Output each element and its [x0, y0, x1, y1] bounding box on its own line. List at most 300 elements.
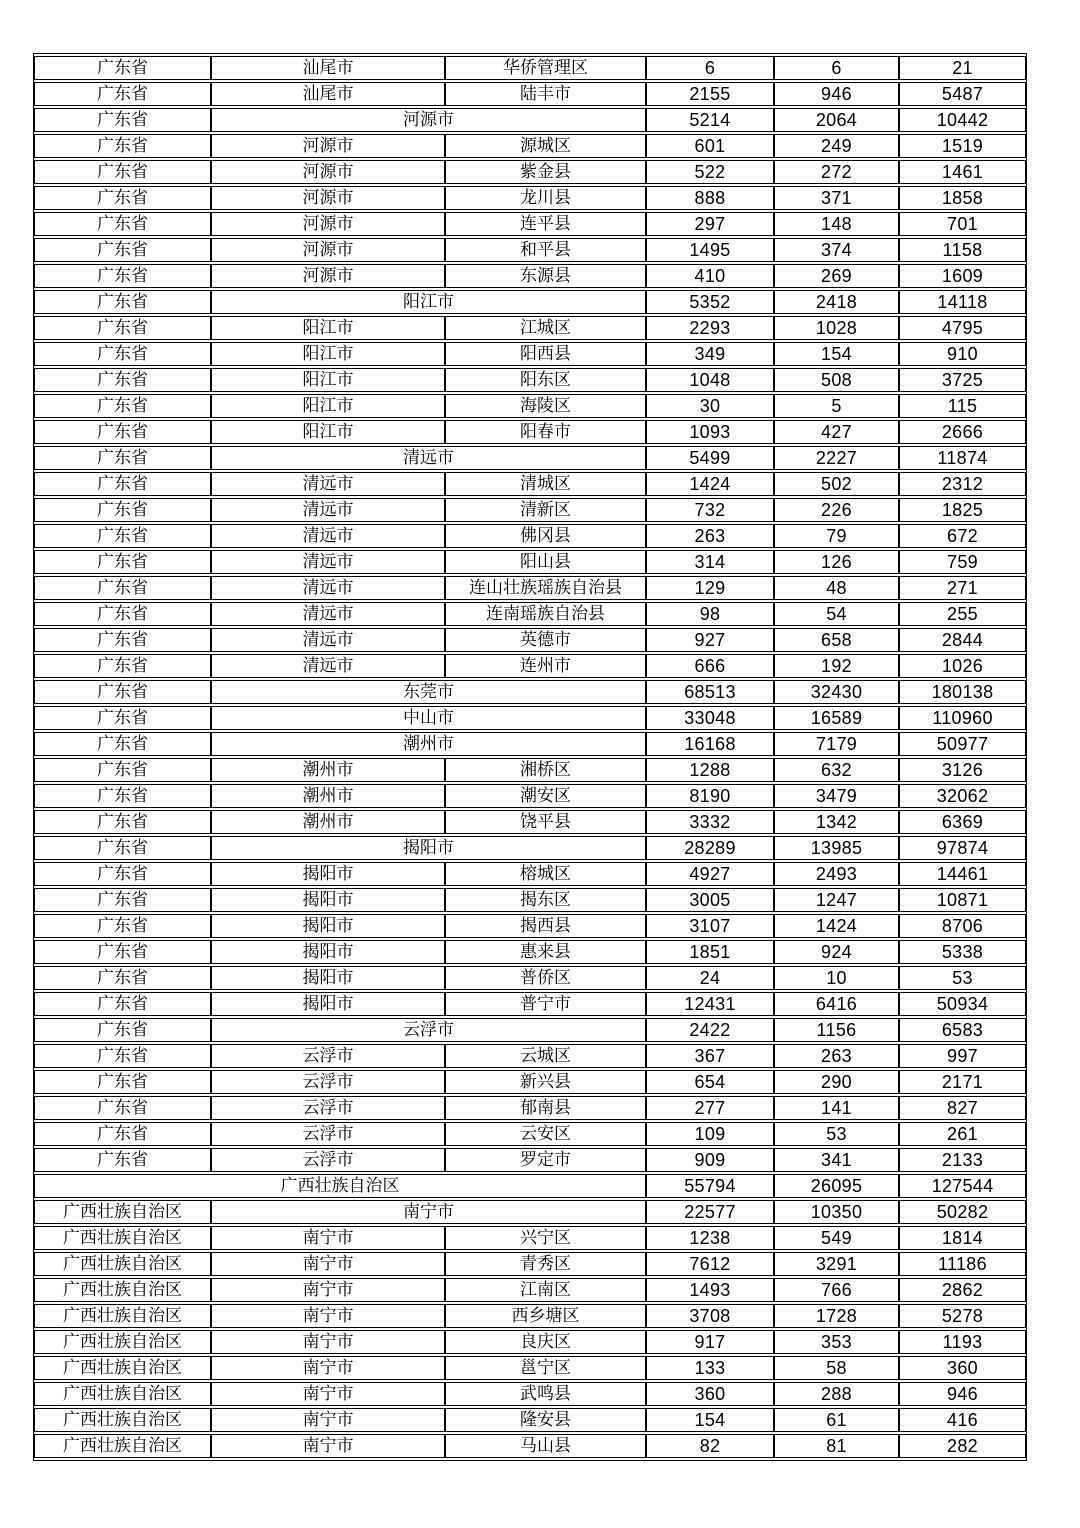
table-row — [34, 186, 1026, 210]
city-cell: 潮州市 — [211, 810, 445, 834]
province-cell: 广西壮族自治区 — [34, 1356, 211, 1380]
district-cell: 郁南县 — [445, 1096, 646, 1120]
value-cell: 255 — [899, 602, 1026, 626]
value-cell: 129 — [646, 576, 774, 600]
table-row — [34, 82, 1026, 106]
district-cell: 青秀区 — [445, 1252, 646, 1276]
city-cell: 云浮市 — [211, 1122, 445, 1146]
value-cell: 4795 — [899, 316, 1026, 340]
city-total-cell: 清远市 — [211, 446, 646, 470]
value-cell: 1424 — [774, 914, 899, 938]
value-cell: 109 — [646, 1122, 774, 1146]
province-cell: 广西壮族自治区 — [34, 1408, 211, 1432]
value-cell: 2666 — [899, 420, 1026, 444]
value-cell: 766 — [774, 1278, 899, 1302]
district-cell: 紫金县 — [445, 160, 646, 184]
city-cell: 揭阳市 — [211, 940, 445, 964]
value-cell: 917 — [646, 1330, 774, 1354]
value-cell: 50934 — [899, 992, 1026, 1016]
province-cell: 广东省 — [34, 550, 211, 574]
city-cell: 清远市 — [211, 654, 445, 678]
city-cell: 清远市 — [211, 602, 445, 626]
city-cell: 南宁市 — [211, 1382, 445, 1406]
value-cell: 3126 — [899, 758, 1026, 782]
city-cell: 云浮市 — [211, 1044, 445, 1068]
value-cell: 11186 — [899, 1252, 1026, 1276]
value-cell: 2133 — [899, 1148, 1026, 1172]
city-cell: 南宁市 — [211, 1252, 445, 1276]
district-cell: 普侨区 — [445, 966, 646, 990]
city-total-cell: 东莞市 — [211, 680, 646, 704]
value-cell: 48 — [774, 576, 899, 600]
value-cell: 672 — [899, 524, 1026, 548]
value-cell: 5 — [774, 394, 899, 418]
value-cell: 81 — [774, 1434, 899, 1458]
province-cell: 广东省 — [34, 394, 211, 418]
table-row — [34, 732, 1026, 756]
value-cell: 5499 — [646, 446, 774, 470]
value-cell: 2862 — [899, 1278, 1026, 1302]
value-cell: 1048 — [646, 368, 774, 392]
city-cell: 汕尾市 — [211, 56, 445, 80]
province-cell: 广东省 — [34, 732, 211, 756]
city-cell: 清远市 — [211, 550, 445, 574]
city-cell: 南宁市 — [211, 1330, 445, 1354]
city-cell: 河源市 — [211, 186, 445, 210]
province-cell: 广西壮族自治区 — [34, 1330, 211, 1354]
city-cell: 云浮市 — [211, 1148, 445, 1172]
district-cell: 云安区 — [445, 1122, 646, 1146]
value-cell: 26095 — [774, 1174, 899, 1198]
province-cell: 广东省 — [34, 992, 211, 1016]
value-cell: 632 — [774, 758, 899, 782]
city-cell: 河源市 — [211, 238, 445, 262]
value-cell: 226 — [774, 498, 899, 522]
city-cell: 南宁市 — [211, 1304, 445, 1328]
value-cell: 3005 — [646, 888, 774, 912]
value-cell: 154 — [646, 1408, 774, 1432]
table-row — [34, 576, 1026, 600]
city-cell: 南宁市 — [211, 1408, 445, 1432]
table-row — [34, 1070, 1026, 1094]
value-cell: 32062 — [899, 784, 1026, 808]
value-cell: 2418 — [774, 290, 899, 314]
province-cell: 广东省 — [34, 836, 211, 860]
district-cell: 揭东区 — [445, 888, 646, 912]
province-cell: 广西壮族自治区 — [34, 1226, 211, 1250]
table-row — [34, 290, 1026, 314]
city-cell: 清远市 — [211, 472, 445, 496]
province-cell: 广东省 — [34, 706, 211, 730]
district-cell: 和平县 — [445, 238, 646, 262]
city-cell: 清远市 — [211, 576, 445, 600]
value-cell: 127544 — [899, 1174, 1026, 1198]
value-cell: 732 — [646, 498, 774, 522]
value-cell: 1026 — [899, 654, 1026, 678]
value-cell: 549 — [774, 1226, 899, 1250]
province-cell: 广东省 — [34, 472, 211, 496]
value-cell: 341 — [774, 1148, 899, 1172]
table-row — [34, 862, 1026, 886]
province-cell: 广东省 — [34, 498, 211, 522]
city-total-cell: 揭阳市 — [211, 836, 646, 860]
value-cell: 1493 — [646, 1278, 774, 1302]
city-cell: 潮州市 — [211, 784, 445, 808]
value-cell: 11874 — [899, 446, 1026, 470]
province-cell: 广东省 — [34, 264, 211, 288]
province-cell: 广西壮族自治区 — [34, 1252, 211, 1276]
district-cell: 西乡塘区 — [445, 1304, 646, 1328]
district-cell: 连平县 — [445, 212, 646, 236]
value-cell: 53 — [774, 1122, 899, 1146]
value-cell: 1193 — [899, 1330, 1026, 1354]
value-cell: 946 — [774, 82, 899, 106]
value-cell: 1093 — [646, 420, 774, 444]
value-cell: 290 — [774, 1070, 899, 1094]
value-cell: 946 — [899, 1382, 1026, 1406]
table-row — [34, 160, 1026, 184]
value-cell: 360 — [646, 1382, 774, 1406]
value-cell: 2293 — [646, 316, 774, 340]
city-cell: 潮州市 — [211, 758, 445, 782]
value-cell: 4927 — [646, 862, 774, 886]
value-cell: 180138 — [899, 680, 1026, 704]
value-cell: 601 — [646, 134, 774, 158]
province-cell: 广东省 — [34, 1148, 211, 1172]
value-cell: 297 — [646, 212, 774, 236]
city-cell: 阳江市 — [211, 368, 445, 392]
district-cell: 惠来县 — [445, 940, 646, 964]
value-cell: 502 — [774, 472, 899, 496]
district-cell: 江城区 — [445, 316, 646, 340]
value-cell: 154 — [774, 342, 899, 366]
table-row — [34, 1382, 1026, 1406]
district-cell: 华侨管理区 — [445, 56, 646, 80]
province-cell: 广东省 — [34, 368, 211, 392]
province-cell: 广东省 — [34, 628, 211, 652]
city-cell: 清远市 — [211, 628, 445, 652]
value-cell: 68513 — [646, 680, 774, 704]
city-cell: 清远市 — [211, 524, 445, 548]
table-row — [34, 1356, 1026, 1380]
value-cell: 349 — [646, 342, 774, 366]
value-cell: 2312 — [899, 472, 1026, 496]
province-cell: 广东省 — [34, 1044, 211, 1068]
value-cell: 282 — [899, 1434, 1026, 1458]
city-cell: 揭阳市 — [211, 992, 445, 1016]
province-cell: 广西壮族自治区 — [34, 1200, 211, 1224]
value-cell: 508 — [774, 368, 899, 392]
value-cell: 924 — [774, 940, 899, 964]
table-row — [34, 1434, 1026, 1458]
table-row — [34, 472, 1026, 496]
value-cell: 5338 — [899, 940, 1026, 964]
value-cell: 6369 — [899, 810, 1026, 834]
province-cell: 广西壮族自治区 — [34, 1304, 211, 1328]
district-cell: 湘桥区 — [445, 758, 646, 782]
city-cell: 揭阳市 — [211, 966, 445, 990]
table-row — [34, 992, 1026, 1016]
value-cell: 3332 — [646, 810, 774, 834]
district-cell: 清城区 — [445, 472, 646, 496]
table-row — [34, 550, 1026, 574]
province-cell: 广西壮族自治区 — [34, 1382, 211, 1406]
value-cell: 5487 — [899, 82, 1026, 106]
table-row — [34, 1200, 1026, 1224]
value-cell: 8706 — [899, 914, 1026, 938]
province-cell: 广东省 — [34, 810, 211, 834]
district-cell: 潮安区 — [445, 784, 646, 808]
table-row — [34, 680, 1026, 704]
district-cell: 连山壮族瑶族自治县 — [445, 576, 646, 600]
value-cell: 6 — [646, 56, 774, 80]
province-cell: 广东省 — [34, 186, 211, 210]
district-cell: 武鸣县 — [445, 1382, 646, 1406]
district-cell: 隆安县 — [445, 1408, 646, 1432]
province-cell: 广东省 — [34, 212, 211, 236]
value-cell: 2493 — [774, 862, 899, 886]
value-cell: 374 — [774, 238, 899, 262]
value-cell: 410 — [646, 264, 774, 288]
district-cell: 阳西县 — [445, 342, 646, 366]
province-cell: 广东省 — [34, 1018, 211, 1042]
value-cell: 271 — [899, 576, 1026, 600]
province-cell: 广东省 — [34, 160, 211, 184]
value-cell: 55794 — [646, 1174, 774, 1198]
value-cell: 110960 — [899, 706, 1026, 730]
province-cell: 广东省 — [34, 420, 211, 444]
value-cell: 261 — [899, 1122, 1026, 1146]
district-cell: 兴宁区 — [445, 1226, 646, 1250]
value-cell: 1858 — [899, 186, 1026, 210]
value-cell: 1424 — [646, 472, 774, 496]
value-cell: 5278 — [899, 1304, 1026, 1328]
value-cell: 58 — [774, 1356, 899, 1380]
value-cell: 427 — [774, 420, 899, 444]
city-total-cell: 阳江市 — [211, 290, 646, 314]
table-row — [34, 836, 1026, 860]
value-cell: 33048 — [646, 706, 774, 730]
value-cell: 888 — [646, 186, 774, 210]
value-cell: 1158 — [899, 238, 1026, 262]
value-cell: 14461 — [899, 862, 1026, 886]
value-cell: 3708 — [646, 1304, 774, 1328]
province-cell: 广东省 — [34, 654, 211, 678]
value-cell: 654 — [646, 1070, 774, 1094]
value-cell: 1342 — [774, 810, 899, 834]
admin-divisions-table — [33, 53, 1027, 1461]
city-cell: 云浮市 — [211, 1070, 445, 1094]
province-cell: 广东省 — [34, 1122, 211, 1146]
district-cell: 江南区 — [445, 1278, 646, 1302]
value-cell: 98 — [646, 602, 774, 626]
value-cell: 8190 — [646, 784, 774, 808]
table-row — [34, 394, 1026, 418]
city-cell: 揭阳市 — [211, 862, 445, 886]
value-cell: 5352 — [646, 290, 774, 314]
district-cell: 海陵区 — [445, 394, 646, 418]
city-cell: 南宁市 — [211, 1356, 445, 1380]
value-cell: 50977 — [899, 732, 1026, 756]
value-cell: 658 — [774, 628, 899, 652]
table-row — [34, 602, 1026, 626]
value-cell: 115 — [899, 394, 1026, 418]
value-cell: 701 — [899, 212, 1026, 236]
city-cell: 云浮市 — [211, 1096, 445, 1120]
value-cell: 1609 — [899, 264, 1026, 288]
table-row — [34, 1044, 1026, 1068]
value-cell: 3291 — [774, 1252, 899, 1276]
district-cell: 罗定市 — [445, 1148, 646, 1172]
value-cell: 16168 — [646, 732, 774, 756]
value-cell: 12431 — [646, 992, 774, 1016]
district-cell: 连州市 — [445, 654, 646, 678]
province-cell: 广东省 — [34, 108, 211, 132]
value-cell: 1238 — [646, 1226, 774, 1250]
value-cell: 192 — [774, 654, 899, 678]
value-cell: 249 — [774, 134, 899, 158]
value-cell: 1851 — [646, 940, 774, 964]
value-cell: 148 — [774, 212, 899, 236]
table-row — [34, 706, 1026, 730]
district-cell: 东源县 — [445, 264, 646, 288]
value-cell: 32430 — [774, 680, 899, 704]
value-cell: 416 — [899, 1408, 1026, 1432]
table-row — [34, 628, 1026, 652]
value-cell: 272 — [774, 160, 899, 184]
value-cell: 1028 — [774, 316, 899, 340]
table-row — [34, 1304, 1026, 1328]
table-row — [34, 1122, 1026, 1146]
value-cell: 10442 — [899, 108, 1026, 132]
value-cell: 6416 — [774, 992, 899, 1016]
city-cell: 南宁市 — [211, 1278, 445, 1302]
province-cell: 广东省 — [34, 784, 211, 808]
value-cell: 827 — [899, 1096, 1026, 1120]
value-cell: 997 — [899, 1044, 1026, 1068]
table-row — [34, 524, 1026, 548]
value-cell: 126 — [774, 550, 899, 574]
table-row — [34, 914, 1026, 938]
value-cell: 269 — [774, 264, 899, 288]
value-cell: 1519 — [899, 134, 1026, 158]
table-row — [34, 784, 1026, 808]
table-row — [34, 1226, 1026, 1250]
table-row — [34, 1252, 1026, 1276]
value-cell: 82 — [646, 1434, 774, 1458]
value-cell: 2171 — [899, 1070, 1026, 1094]
value-cell: 28289 — [646, 836, 774, 860]
value-cell: 1728 — [774, 1304, 899, 1328]
table-row — [34, 108, 1026, 132]
value-cell: 22577 — [646, 1200, 774, 1224]
city-total-cell: 河源市 — [211, 108, 646, 132]
value-cell: 910 — [899, 342, 1026, 366]
city-cell: 揭阳市 — [211, 888, 445, 912]
value-cell: 3107 — [646, 914, 774, 938]
table-row — [34, 1096, 1026, 1120]
city-cell: 阳江市 — [211, 316, 445, 340]
city-cell: 河源市 — [211, 212, 445, 236]
value-cell: 927 — [646, 628, 774, 652]
province-cell: 广东省 — [34, 238, 211, 262]
value-cell: 1814 — [899, 1226, 1026, 1250]
province-cell: 广东省 — [34, 576, 211, 600]
value-cell: 1288 — [646, 758, 774, 782]
table-row — [34, 940, 1026, 964]
value-cell: 21 — [899, 56, 1026, 80]
city-total-cell: 云浮市 — [211, 1018, 646, 1042]
city-cell: 阳江市 — [211, 394, 445, 418]
value-cell: 30 — [646, 394, 774, 418]
value-cell: 1247 — [774, 888, 899, 912]
district-cell: 阳东区 — [445, 368, 646, 392]
province-cell: 广东省 — [34, 56, 211, 80]
city-cell: 汕尾市 — [211, 82, 445, 106]
district-cell: 阳春市 — [445, 420, 646, 444]
value-cell: 24 — [646, 966, 774, 990]
table-row — [34, 56, 1026, 80]
province-cell: 广东省 — [34, 940, 211, 964]
value-cell: 2422 — [646, 1018, 774, 1042]
province-cell: 广东省 — [34, 680, 211, 704]
table-row — [34, 1148, 1026, 1172]
table-row — [34, 238, 1026, 262]
district-cell: 揭西县 — [445, 914, 646, 938]
value-cell: 1156 — [774, 1018, 899, 1042]
value-cell: 54 — [774, 602, 899, 626]
province-cell: 广东省 — [34, 966, 211, 990]
value-cell: 5214 — [646, 108, 774, 132]
city-cell: 阳江市 — [211, 420, 445, 444]
value-cell: 13985 — [774, 836, 899, 860]
province-total-cell: 广西壮族自治区 — [34, 1174, 646, 1198]
value-cell: 7612 — [646, 1252, 774, 1276]
table-row — [34, 888, 1026, 912]
district-cell: 云城区 — [445, 1044, 646, 1068]
table-row — [34, 446, 1026, 470]
table-row — [34, 342, 1026, 366]
province-cell: 广西壮族自治区 — [34, 1434, 211, 1458]
district-cell: 佛冈县 — [445, 524, 646, 548]
value-cell: 360 — [899, 1356, 1026, 1380]
province-cell: 广东省 — [34, 914, 211, 938]
value-cell: 79 — [774, 524, 899, 548]
value-cell: 2155 — [646, 82, 774, 106]
district-cell: 榕城区 — [445, 862, 646, 886]
district-cell: 饶平县 — [445, 810, 646, 834]
district-cell: 良庆区 — [445, 1330, 646, 1354]
city-total-cell: 潮州市 — [211, 732, 646, 756]
table-row — [34, 316, 1026, 340]
value-cell: 16589 — [774, 706, 899, 730]
city-cell: 清远市 — [211, 498, 445, 522]
city-cell: 揭阳市 — [211, 914, 445, 938]
value-cell: 1461 — [899, 160, 1026, 184]
value-cell: 6583 — [899, 1018, 1026, 1042]
table-row — [34, 264, 1026, 288]
district-cell: 邕宁区 — [445, 1356, 646, 1380]
district-cell: 连南瑶族自治县 — [445, 602, 646, 626]
value-cell: 2064 — [774, 108, 899, 132]
table-row — [34, 810, 1026, 834]
province-cell: 广东省 — [34, 446, 211, 470]
value-cell: 10871 — [899, 888, 1026, 912]
district-cell: 英德市 — [445, 628, 646, 652]
district-cell: 阳山县 — [445, 550, 646, 574]
city-cell: 河源市 — [211, 134, 445, 158]
value-cell: 277 — [646, 1096, 774, 1120]
